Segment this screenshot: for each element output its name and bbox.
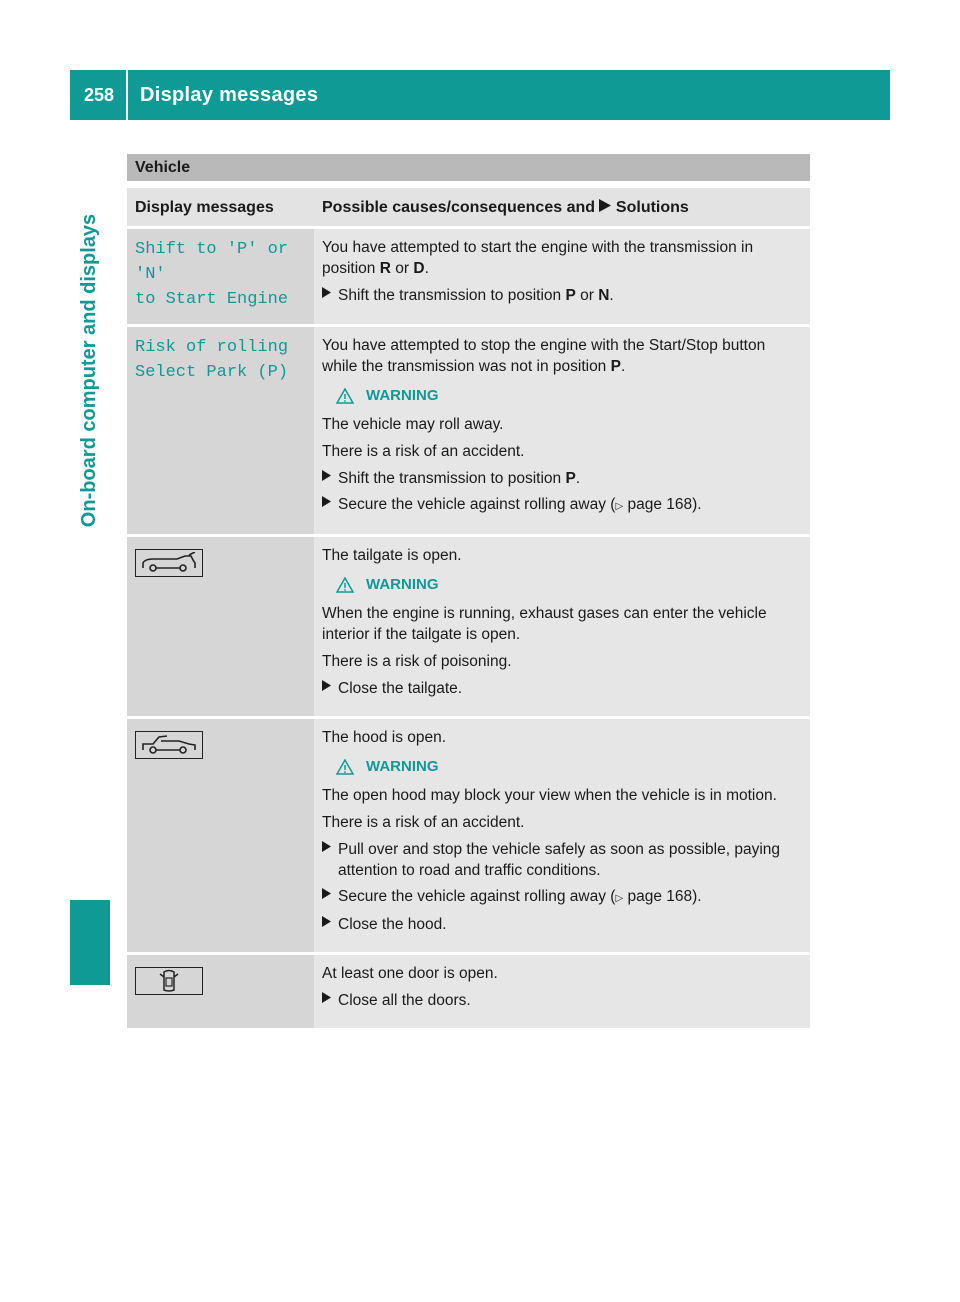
message-cell	[127, 536, 314, 718]
page-reference[interactable]: page 168).	[627, 496, 702, 513]
message-cell	[127, 228, 314, 326]
solution-step	[322, 285, 802, 306]
door-open-icon	[135, 967, 203, 995]
table-row	[127, 326, 810, 536]
step-sentence: Shift the transmission to position	[338, 287, 562, 304]
position-label: P	[610, 358, 621, 375]
position-label: R	[379, 260, 391, 277]
cause-sentence: You have attempted to start the engine with the transmission in position	[322, 239, 754, 277]
warning-triangle-icon	[336, 388, 354, 404]
solution-step	[322, 914, 802, 935]
warning-label: WARNING	[366, 758, 439, 775]
warning-heading	[336, 385, 802, 406]
warning-triangle-icon	[336, 759, 354, 775]
hood-open-icon	[135, 731, 203, 759]
step-sentence: Shift the transmission to position	[338, 470, 562, 487]
period: .	[609, 287, 614, 304]
cause-text: At least one door is open.	[322, 965, 498, 982]
step-arrow-icon	[322, 285, 338, 306]
message-line: Shift to 'P' or 'N'	[135, 240, 289, 284]
display-messages-table	[127, 188, 810, 1031]
solution-step	[322, 678, 802, 699]
step-text: Pull over and stop the vehicle safely as soon as possible, paying attention to road and traffic conditions.	[338, 841, 781, 879]
message-cell	[127, 718, 314, 954]
step-arrow-icon	[322, 494, 338, 517]
conjunction: or	[580, 287, 594, 304]
step-arrow-icon	[322, 886, 338, 909]
solution-step	[322, 886, 802, 909]
side-tab	[70, 160, 110, 580]
step-arrow-icon	[322, 990, 338, 1011]
step-arrow-icon	[322, 839, 338, 881]
warning-text: The open hood may block your view when the vehicle is in motion.	[322, 787, 777, 804]
message-line: Select Park (P)	[135, 363, 289, 382]
paren: (	[610, 496, 616, 513]
warning-text: There is a risk of an accident.	[322, 814, 525, 831]
solution-cell	[314, 718, 810, 954]
tailgate-open-icon	[135, 549, 203, 577]
warning-label: WARNING	[366, 576, 439, 593]
position-label: N	[598, 287, 610, 304]
warning-heading	[336, 574, 802, 595]
warning-text: There is a risk of an accident.	[322, 443, 525, 460]
side-tab-label: On-board computer and displays	[78, 213, 101, 527]
step-sentence: Secure the vehicle against rolling away	[338, 496, 606, 513]
warning-text: The vehicle may roll away.	[322, 416, 504, 433]
header-divider	[126, 70, 128, 120]
step-text	[338, 285, 614, 306]
solution-step	[322, 468, 802, 489]
play-arrow-icon	[599, 199, 615, 216]
warning-triangle-icon	[336, 577, 354, 593]
section-title: Vehicle	[127, 154, 810, 181]
table-row	[127, 954, 810, 1030]
step-text: Close the tailgate.	[338, 680, 463, 697]
solution-step	[322, 839, 802, 881]
solution-step	[322, 494, 802, 517]
solution-cell	[314, 954, 810, 1030]
period: .	[424, 260, 429, 277]
side-tab-block	[70, 900, 110, 985]
paren: (	[610, 888, 616, 905]
conjunction: or	[395, 260, 410, 277]
warning-label: WARNING	[366, 387, 439, 404]
cause-text	[322, 335, 802, 377]
position-label: D	[413, 260, 425, 277]
message-cell	[127, 954, 314, 1030]
solution-cell	[314, 228, 810, 326]
message-cell	[127, 326, 314, 536]
step-text	[338, 494, 702, 517]
column-header-prefix: Possible causes/consequences and	[322, 199, 596, 216]
step-text: Close all the doors.	[338, 992, 471, 1009]
step-arrow-icon	[322, 678, 338, 699]
step-text	[338, 468, 580, 489]
cause-text	[322, 237, 802, 279]
step-arrow-icon	[322, 468, 338, 489]
message-line: Risk of rolling	[135, 338, 289, 357]
step-arrow-icon	[322, 914, 338, 935]
position-label: P	[565, 287, 576, 304]
step-text: Close the hood.	[338, 916, 447, 933]
cause-text: The hood is open.	[322, 729, 447, 746]
solution-step	[322, 990, 802, 1011]
warning-heading	[336, 756, 802, 777]
cause-text: The tailgate is open.	[322, 547, 462, 564]
table-row	[127, 536, 810, 718]
page-reference[interactable]: page 168).	[627, 888, 702, 905]
cause-sentence: You have attempted to stop the engine with the Start/Stop button while the transmission was not in position	[322, 337, 766, 375]
message-line: to Start Engine	[135, 290, 289, 309]
page-number: 258	[83, 84, 115, 105]
table-row	[127, 718, 810, 954]
page-ref-arrow-icon: ▷	[615, 893, 624, 904]
column-header-solutions	[314, 188, 810, 228]
period: .	[575, 470, 581, 487]
page-ref-arrow-icon: ▷	[615, 501, 624, 512]
solution-cell	[314, 326, 810, 536]
table-row	[127, 228, 810, 326]
solution-cell	[314, 536, 810, 718]
table-header-row	[127, 188, 810, 228]
column-header-messages: Display messages	[127, 188, 314, 228]
warning-text: When the engine is running, exhaust gases can enter the vehicle interior if the tailgate is open.	[322, 605, 767, 643]
step-sentence: Secure the vehicle against rolling away	[338, 888, 606, 905]
step-text	[338, 886, 702, 909]
column-header-suffix: Solutions	[615, 199, 689, 216]
period: .	[620, 358, 626, 375]
page-title: Display messages	[140, 83, 319, 106]
warning-text: There is a risk of poisoning.	[322, 653, 512, 670]
position-label: P	[565, 470, 576, 487]
